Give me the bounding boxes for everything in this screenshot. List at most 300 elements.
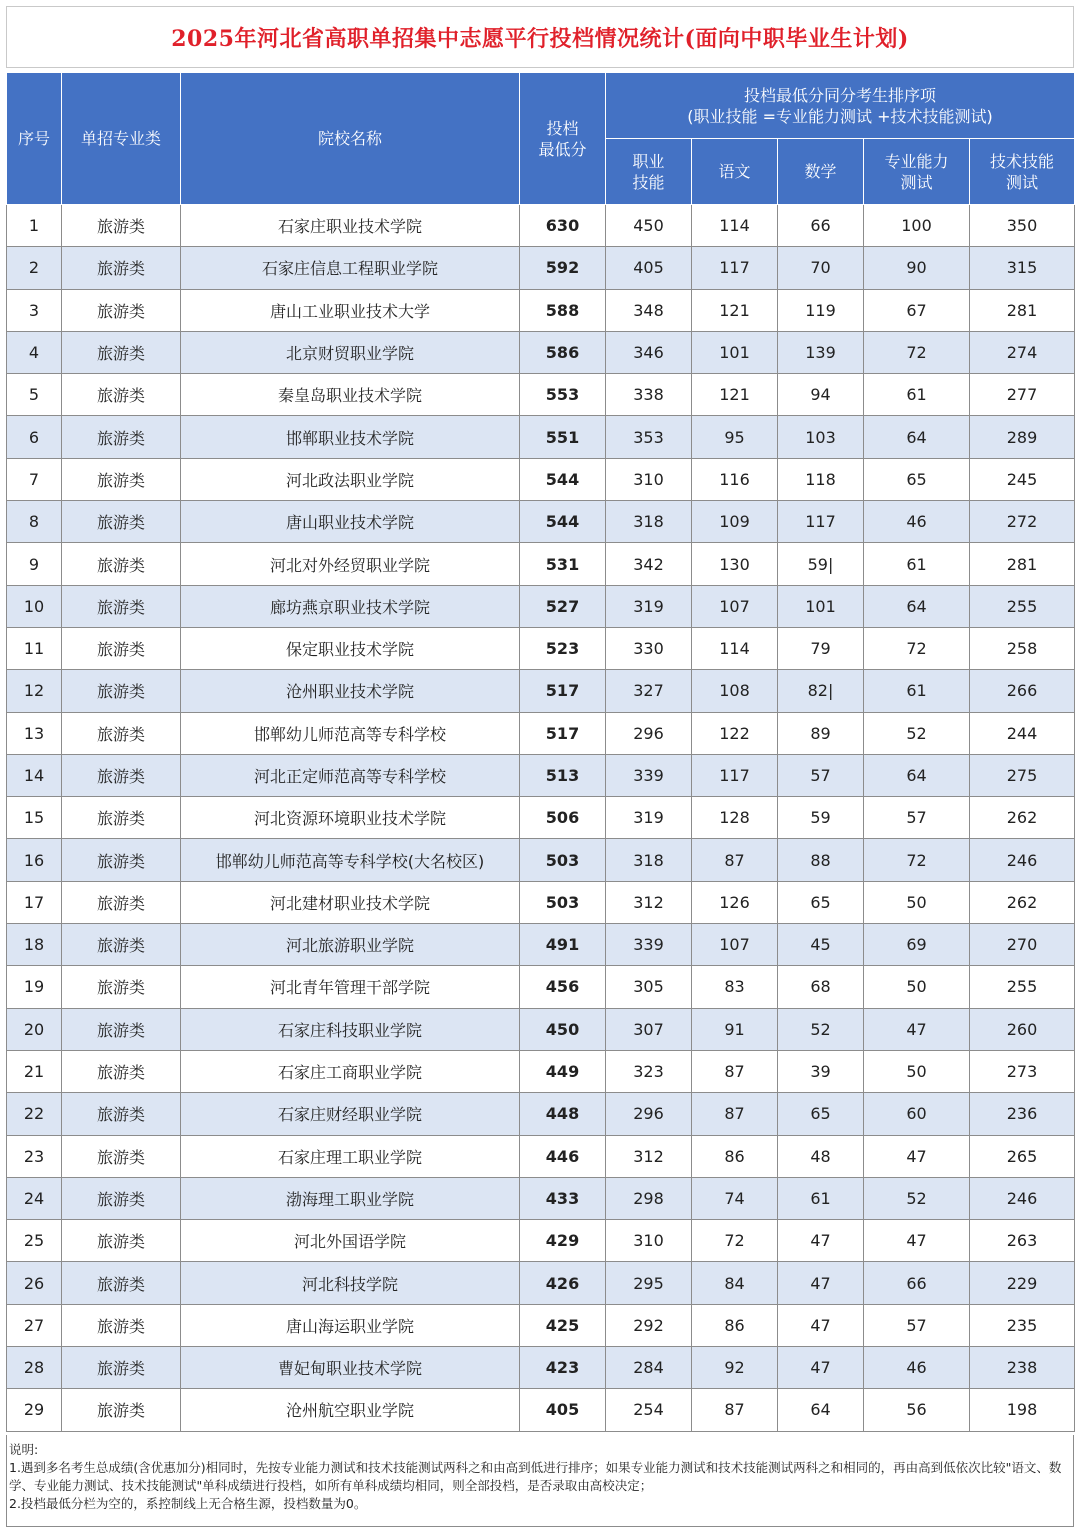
table-row [7,416,1075,458]
cell-major: 旅游类 [62,247,181,289]
cell-seq: 18 [7,924,62,966]
cell-chinese: 83 [692,966,778,1008]
cell-major: 旅游类 [62,754,181,796]
cell-vocational: 295 [606,1262,692,1304]
cell-chinese: 108 [692,670,778,712]
cell-technical: 289 [970,416,1075,458]
cell-min-score: 553 [520,374,606,416]
table-row [7,670,1075,712]
cell-min-score: 433 [520,1177,606,1219]
cell-professional: 52 [864,1177,970,1219]
cell-math: 57 [778,754,864,796]
title-banner [6,6,1074,68]
cell-major: 旅游类 [62,1262,181,1304]
cell-min-score: 544 [520,501,606,543]
cell-seq: 29 [7,1389,62,1431]
cell-technical: 315 [970,247,1075,289]
table-row [7,1008,1075,1050]
cell-seq: 20 [7,1008,62,1050]
cell-major: 旅游类 [62,881,181,923]
cell-vocational: 296 [606,1093,692,1135]
cell-seq: 3 [7,289,62,331]
cell-chinese: 86 [692,1135,778,1177]
cell-professional: 64 [864,754,970,796]
cell-math: 119 [778,289,864,331]
cell-min-score: 503 [520,839,606,881]
header-major: 单招专业类 [62,73,181,205]
cell-seq: 8 [7,501,62,543]
cell-school: 邯郸职业技术学院 [181,416,520,458]
cell-math: 94 [778,374,864,416]
cell-min-score: 425 [520,1304,606,1346]
cell-min-score: 503 [520,881,606,923]
notes-line-2: 2.投档最低分栏为空的，系控制线上无合格生源，投档数量为0。 [9,1496,367,1511]
cell-vocational: 312 [606,1135,692,1177]
cell-chinese: 107 [692,924,778,966]
cell-vocational: 405 [606,247,692,289]
cell-major: 旅游类 [62,966,181,1008]
cell-professional: 72 [864,331,970,373]
cell-technical: 272 [970,501,1075,543]
cell-min-score: 426 [520,1262,606,1304]
table-row [7,247,1075,289]
cell-seq: 13 [7,712,62,754]
cell-vocational: 319 [606,797,692,839]
table-row [7,839,1075,881]
table-row [7,712,1075,754]
cell-vocational: 319 [606,585,692,627]
cell-school: 唐山工业职业技术大学 [181,289,520,331]
header-ranking-subtitle: (职业技能 =专业能力测试 +技术技能测试) [687,106,993,126]
cell-chinese: 121 [692,289,778,331]
cell-min-score: 592 [520,247,606,289]
cell-major: 旅游类 [62,1093,181,1135]
cell-major: 旅游类 [62,924,181,966]
cell-professional: 64 [864,585,970,627]
cell-chinese: 72 [692,1220,778,1262]
cell-professional: 47 [864,1220,970,1262]
cell-school: 石家庄科技职业学院 [181,1008,520,1050]
cell-math: 45 [778,924,864,966]
cell-vocational: 450 [606,205,692,247]
table-row [7,1093,1075,1135]
cell-chinese: 107 [692,585,778,627]
table-row [7,1262,1075,1304]
cell-professional: 52 [864,712,970,754]
cell-math: 47 [778,1304,864,1346]
cell-professional: 57 [864,1304,970,1346]
cell-chinese: 117 [692,247,778,289]
cell-chinese: 87 [692,1093,778,1135]
cell-professional: 47 [864,1135,970,1177]
cell-school: 河北资源环境职业技术学院 [181,797,520,839]
cell-school: 石家庄财经职业学院 [181,1093,520,1135]
table-row [7,1304,1075,1346]
cell-vocational: 284 [606,1347,692,1389]
cell-math: 59 [778,797,864,839]
cell-professional: 72 [864,839,970,881]
cell-math: 52 [778,1008,864,1050]
cell-math: 89 [778,712,864,754]
cell-professional: 61 [864,374,970,416]
cell-vocational: 348 [606,289,692,331]
cell-technical: 274 [970,331,1075,373]
cell-seq: 26 [7,1262,62,1304]
cell-min-score: 506 [520,797,606,839]
cell-seq: 19 [7,966,62,1008]
cell-math: 59| [778,543,864,585]
cell-seq: 2 [7,247,62,289]
cell-vocational: 339 [606,924,692,966]
cell-math: 47 [778,1262,864,1304]
cell-professional: 67 [864,289,970,331]
cell-technical: 255 [970,966,1075,1008]
cell-major: 旅游类 [62,1008,181,1050]
cell-school: 北京财贸职业学院 [181,331,520,373]
cell-major: 旅游类 [62,712,181,754]
header-seq: 序号 [7,73,62,205]
cell-chinese: 126 [692,881,778,923]
cell-math: 64 [778,1389,864,1431]
table-row [7,1220,1075,1262]
cell-technical: 281 [970,289,1075,331]
cell-technical: 246 [970,839,1075,881]
header-vocational: 职业 技能 [606,139,692,205]
cell-seq: 28 [7,1347,62,1389]
cell-professional: 100 [864,205,970,247]
notes-heading: 说明: [9,1442,39,1457]
cell-school: 邯郸幼儿师范高等专科学校(大名校区) [181,839,520,881]
cell-technical: 270 [970,924,1075,966]
cell-min-score: 523 [520,627,606,669]
cell-min-score: 450 [520,1008,606,1050]
cell-professional: 50 [864,1050,970,1092]
cell-school: 曹妃甸职业技术学院 [181,1347,520,1389]
cell-min-score: 446 [520,1135,606,1177]
cell-technical: 262 [970,797,1075,839]
header-ranking-title: 投档最低分同分考生排序项 [743,85,936,105]
cell-vocational: 298 [606,1177,692,1219]
table-row [7,543,1075,585]
cell-major: 旅游类 [62,1389,181,1431]
table-row [7,205,1075,247]
table-row [7,1135,1075,1177]
cell-min-score: 423 [520,1347,606,1389]
cell-major: 旅游类 [62,797,181,839]
cell-seq: 24 [7,1177,62,1219]
cell-math: 117 [778,501,864,543]
cell-chinese: 130 [692,543,778,585]
cell-vocational: 296 [606,712,692,754]
cell-math: 79 [778,627,864,669]
cell-professional: 57 [864,797,970,839]
cell-major: 旅游类 [62,1135,181,1177]
cell-math: 39 [778,1050,864,1092]
table-row [7,374,1075,416]
cell-technical: 350 [970,205,1075,247]
cell-vocational: 305 [606,966,692,1008]
cell-min-score: 448 [520,1093,606,1135]
cell-major: 旅游类 [62,585,181,627]
cell-professional: 90 [864,247,970,289]
cell-math: 118 [778,458,864,500]
cell-chinese: 109 [692,501,778,543]
cell-min-score: 429 [520,1220,606,1262]
cell-technical: 255 [970,585,1075,627]
cell-technical: 273 [970,1050,1075,1092]
cell-major: 旅游类 [62,1050,181,1092]
cell-school: 石家庄信息工程职业学院 [181,247,520,289]
cell-technical: 198 [970,1389,1075,1431]
cell-min-score: 513 [520,754,606,796]
table-row [7,881,1075,923]
cell-math: 88 [778,839,864,881]
cell-major: 旅游类 [62,374,181,416]
cell-seq: 27 [7,1304,62,1346]
cell-school: 保定职业技术学院 [181,627,520,669]
cell-chinese: 87 [692,1389,778,1431]
table-row [7,1389,1075,1431]
cell-chinese: 86 [692,1304,778,1346]
cell-major: 旅游类 [62,1220,181,1262]
cell-technical: 263 [970,1220,1075,1262]
cell-school: 河北科技学院 [181,1262,520,1304]
cell-major: 旅游类 [62,1304,181,1346]
cell-seq: 23 [7,1135,62,1177]
table-row [7,1347,1075,1389]
table-row [7,289,1075,331]
cell-chinese: 87 [692,839,778,881]
cell-chinese: 117 [692,754,778,796]
cell-major: 旅游类 [62,205,181,247]
cell-vocational: 310 [606,1220,692,1262]
cell-seq: 17 [7,881,62,923]
cell-chinese: 128 [692,797,778,839]
cell-seq: 21 [7,1050,62,1092]
cell-seq: 9 [7,543,62,585]
table-row [7,754,1075,796]
table-row [7,331,1075,373]
cell-math: 48 [778,1135,864,1177]
cell-vocational: 312 [606,881,692,923]
cell-professional: 50 [864,881,970,923]
cell-seq: 22 [7,1093,62,1135]
cell-technical: 260 [970,1008,1075,1050]
header-technical: 技术技能 测试 [970,139,1075,205]
cell-seq: 6 [7,416,62,458]
cell-professional: 50 [864,966,970,1008]
cell-chinese: 87 [692,1050,778,1092]
cell-vocational: 330 [606,627,692,669]
cell-technical: 236 [970,1093,1075,1135]
cell-math: 66 [778,205,864,247]
cell-technical: 275 [970,754,1075,796]
cell-chinese: 122 [692,712,778,754]
table-row [7,1050,1075,1092]
cell-school: 石家庄理工职业学院 [181,1135,520,1177]
cell-school: 秦皇岛职业技术学院 [181,374,520,416]
table-row [7,458,1075,500]
cell-professional: 66 [864,1262,970,1304]
cell-technical: 246 [970,1177,1075,1219]
cell-math: 61 [778,1177,864,1219]
cell-professional: 46 [864,501,970,543]
cell-chinese: 74 [692,1177,778,1219]
cell-min-score: 456 [520,966,606,1008]
cell-seq: 11 [7,627,62,669]
cell-vocational: 318 [606,839,692,881]
cell-professional: 56 [864,1389,970,1431]
cell-technical: 281 [970,543,1075,585]
cell-school: 沧州职业技术学院 [181,670,520,712]
admission-table [6,72,1075,1432]
cell-school: 石家庄工商职业学院 [181,1050,520,1092]
header-school: 院校名称 [181,73,520,205]
cell-min-score: 449 [520,1050,606,1092]
cell-min-score: 405 [520,1389,606,1431]
cell-school: 河北旅游职业学院 [181,924,520,966]
cell-school: 河北外国语学院 [181,1220,520,1262]
cell-chinese: 114 [692,627,778,669]
cell-vocational: 318 [606,501,692,543]
cell-major: 旅游类 [62,1347,181,1389]
cell-chinese: 95 [692,416,778,458]
cell-min-score: 544 [520,458,606,500]
cell-school: 唐山海运职业学院 [181,1304,520,1346]
cell-school: 唐山职业技术学院 [181,501,520,543]
header-min-score: 投档 最低分 [520,73,606,205]
cell-technical: 235 [970,1304,1075,1346]
cell-school: 河北青年管理干部学院 [181,966,520,1008]
cell-vocational: 307 [606,1008,692,1050]
cell-professional: 46 [864,1347,970,1389]
header-chinese: 语文 [692,139,778,205]
cell-school: 河北政法职业学院 [181,458,520,500]
cell-seq: 14 [7,754,62,796]
cell-professional: 47 [864,1008,970,1050]
cell-math: 65 [778,1093,864,1135]
cell-vocational: 353 [606,416,692,458]
cell-chinese: 91 [692,1008,778,1050]
cell-min-score: 551 [520,416,606,458]
cell-vocational: 254 [606,1389,692,1431]
cell-vocational: 342 [606,543,692,585]
cell-math: 82| [778,670,864,712]
cell-math: 47 [778,1347,864,1389]
cell-min-score: 527 [520,585,606,627]
cell-math: 139 [778,331,864,373]
cell-school: 河北建材职业技术学院 [181,881,520,923]
header-professional: 专业能力 测试 [864,139,970,205]
table-row [7,1177,1075,1219]
cell-vocational: 323 [606,1050,692,1092]
page-title: 2025年河北省高职单招集中志愿平行投档情况统计(面向中职毕业生计划) [171,25,909,52]
header-math: 数学 [778,139,864,205]
cell-professional: 72 [864,627,970,669]
cell-chinese: 101 [692,331,778,373]
cell-professional: 69 [864,924,970,966]
cell-technical: 277 [970,374,1075,416]
cell-seq: 16 [7,839,62,881]
cell-technical: 258 [970,627,1075,669]
cell-technical: 262 [970,881,1075,923]
cell-math: 68 [778,966,864,1008]
cell-professional: 65 [864,458,970,500]
cell-professional: 64 [864,416,970,458]
cell-school: 石家庄职业技术学院 [181,205,520,247]
cell-seq: 25 [7,1220,62,1262]
notes-section [6,1435,1074,1527]
cell-seq: 7 [7,458,62,500]
cell-major: 旅游类 [62,543,181,585]
cell-math: 70 [778,247,864,289]
cell-vocational: 339 [606,754,692,796]
cell-chinese: 84 [692,1262,778,1304]
cell-major: 旅游类 [62,1177,181,1219]
cell-vocational: 338 [606,374,692,416]
cell-math: 103 [778,416,864,458]
cell-vocational: 346 [606,331,692,373]
table-row [7,501,1075,543]
cell-vocational: 310 [606,458,692,500]
cell-major: 旅游类 [62,331,181,373]
cell-math: 101 [778,585,864,627]
cell-seq: 4 [7,331,62,373]
cell-seq: 15 [7,797,62,839]
cell-major: 旅游类 [62,289,181,331]
cell-major: 旅游类 [62,627,181,669]
cell-chinese: 121 [692,374,778,416]
cell-major: 旅游类 [62,839,181,881]
cell-technical: 229 [970,1262,1075,1304]
cell-seq: 1 [7,205,62,247]
cell-school: 河北对外经贸职业学院 [181,543,520,585]
cell-professional: 61 [864,543,970,585]
cell-min-score: 517 [520,670,606,712]
cell-major: 旅游类 [62,416,181,458]
cell-math: 65 [778,881,864,923]
cell-school: 邯郸幼儿师范高等专科学校 [181,712,520,754]
cell-technical: 266 [970,670,1075,712]
cell-seq: 10 [7,585,62,627]
table-row [7,797,1075,839]
cell-major: 旅游类 [62,670,181,712]
cell-vocational: 292 [606,1304,692,1346]
cell-technical: 245 [970,458,1075,500]
cell-technical: 265 [970,1135,1075,1177]
cell-seq: 12 [7,670,62,712]
cell-major: 旅游类 [62,458,181,500]
cell-seq: 5 [7,374,62,416]
cell-school: 沧州航空职业学院 [181,1389,520,1431]
header-ranking-group [606,73,1075,139]
cell-school: 廊坊燕京职业技术学院 [181,585,520,627]
cell-technical: 238 [970,1347,1075,1389]
cell-math: 47 [778,1220,864,1262]
table-row [7,585,1075,627]
cell-professional: 61 [864,670,970,712]
cell-chinese: 92 [692,1347,778,1389]
cell-min-score: 517 [520,712,606,754]
table-row [7,627,1075,669]
cell-min-score: 586 [520,331,606,373]
cell-min-score: 630 [520,205,606,247]
cell-major: 旅游类 [62,501,181,543]
notes-line-1: 1.遇到多名考生总成绩(含优惠加分)相同时，先按专业能力测试和技术技能测试两科之和由高到低进行排序；如果专业能力测试和技术技能测试两科之和相同的，再由高到低依次比较"语文、数学、专业能力测试、技术技能测试"单科成绩进行投档，如所有单科成绩均相同，则全部投档，是否录取由高校决定； [9,1460,1062,1493]
cell-vocational: 327 [606,670,692,712]
cell-professional: 60 [864,1093,970,1135]
table-row [7,924,1075,966]
